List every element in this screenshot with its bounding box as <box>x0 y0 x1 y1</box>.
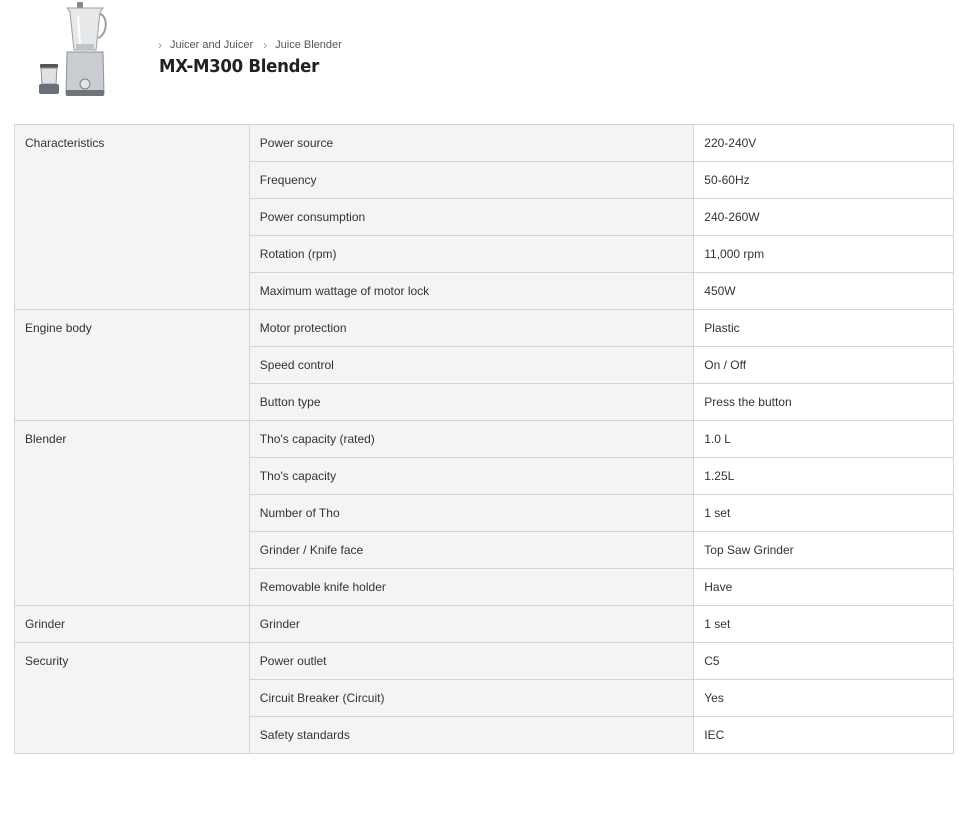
spec-value: Press the button <box>694 384 954 421</box>
spec-property: Tho's capacity <box>249 458 693 495</box>
spec-value: 450W <box>694 273 954 310</box>
breadcrumb-link-juice-blender[interactable]: Juice Blender <box>275 39 342 51</box>
spec-value: On / Off <box>694 347 954 384</box>
spec-property: Tho's capacity (rated) <box>249 421 693 458</box>
spec-property: Grinder / Knife face <box>249 532 693 569</box>
chevron-right-icon: › <box>263 38 268 52</box>
spec-value: 1 set <box>694 495 954 532</box>
specifications-table-body <box>15 125 954 754</box>
spec-value: 1 set <box>694 606 954 643</box>
spec-value: 240-260W <box>694 199 954 236</box>
spec-property: Number of Tho <box>249 495 693 532</box>
spec-value: Have <box>694 569 954 606</box>
spec-property: Speed control <box>249 347 693 384</box>
spec-property: Power outlet <box>249 643 693 680</box>
spec-property: Frequency <box>249 162 693 199</box>
spec-property: Circuit Breaker (Circuit) <box>249 680 693 717</box>
spec-property: Power source <box>249 125 693 162</box>
spec-value: 220-240V <box>694 125 954 162</box>
table-row <box>15 310 954 347</box>
spec-category: Grinder <box>15 606 250 643</box>
table-row <box>15 125 954 162</box>
spec-value: 11,000 rpm <box>694 236 954 273</box>
spec-value: 1.0 L <box>694 421 954 458</box>
spec-property: Removable knife holder <box>249 569 693 606</box>
spec-value: Top Saw Grinder <box>694 532 954 569</box>
breadcrumb-link-juicer-and-juicer[interactable]: Juicer and Juicer <box>170 39 254 51</box>
spec-category: Characteristics <box>15 125 250 310</box>
spec-value: Plastic <box>694 310 954 347</box>
spec-category: Security <box>15 643 250 754</box>
spec-property: Button type <box>249 384 693 421</box>
spec-value: 50-60Hz <box>694 162 954 199</box>
spec-category: Blender <box>15 421 250 606</box>
chevron-right-icon: › <box>158 38 162 52</box>
page-header <box>0 0 968 110</box>
specifications-table <box>14 124 954 754</box>
spec-value: IEC <box>694 717 954 754</box>
spec-category: Engine body <box>15 310 250 421</box>
spec-property: Motor protection <box>249 310 693 347</box>
table-row <box>15 606 954 643</box>
table-row <box>15 643 954 680</box>
spec-property: Rotation (rpm) <box>249 236 693 273</box>
spec-property: Safety standards <box>249 717 693 754</box>
breadcrumb <box>158 38 352 52</box>
spec-value: Yes <box>694 680 954 717</box>
blender-product-image <box>34 2 114 98</box>
spec-value: C5 <box>694 643 954 680</box>
spec-property: Maximum wattage of motor lock <box>249 273 693 310</box>
page-title: MX-M300 Blender <box>159 56 320 77</box>
spec-property: Power consumption <box>249 199 693 236</box>
spec-property: Grinder <box>249 606 693 643</box>
table-row <box>15 421 954 458</box>
spec-value: 1.25L <box>694 458 954 495</box>
